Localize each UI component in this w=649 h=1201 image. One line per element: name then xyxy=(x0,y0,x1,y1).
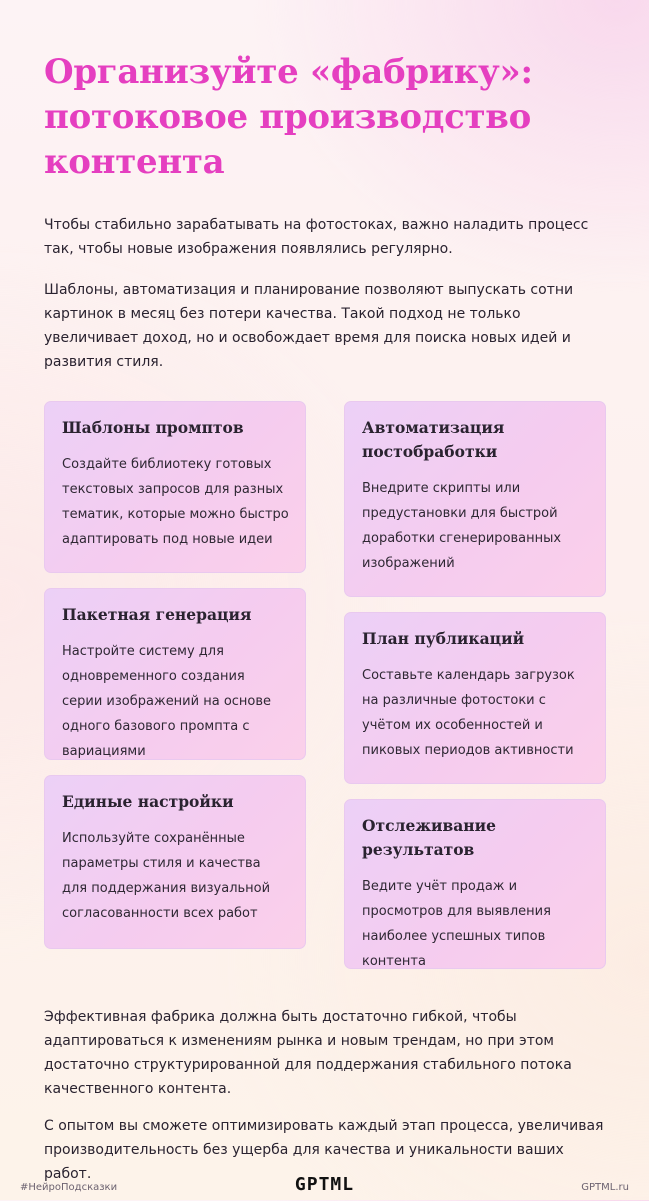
card-postprocessing-automation xyxy=(344,401,606,597)
outro-paragraph: С опытом вы сможете оптимизировать каждый этап процесса, увеличивая производительность без ущерба для качества и уникальности ваших работ. xyxy=(44,1118,604,1182)
card-title: Автоматизация постобработки xyxy=(362,418,505,461)
intro-section xyxy=(44,213,610,374)
card-title: Пакетная генерация xyxy=(62,605,252,624)
card-title: Шаблоны промптов xyxy=(62,418,244,437)
card-batch-generation xyxy=(44,588,306,760)
footer xyxy=(20,1174,629,1201)
cards-grid xyxy=(44,401,606,971)
card-text: Составьте календарь загрузок на различные фотостоки с учётом их особенностей и пиковых периодов активности xyxy=(362,668,575,758)
outro-section xyxy=(44,1005,614,1199)
footer-hashtag: #НейроПодсказки xyxy=(20,1182,118,1193)
page-content xyxy=(44,50,610,391)
card-title: План публикаций xyxy=(362,629,525,648)
card-results-tracking xyxy=(344,799,606,969)
page-title: Организуйте «фабрику»: потоковое производство контента xyxy=(44,52,533,182)
intro-paragraph: Шаблоны, автоматизация и планирование позволяют выпускать сотни картинок в месяц без потери качества. Такой подход не только увеличивает доход, но и освобождает время для поиска новых идей и развития стиля. xyxy=(44,282,574,370)
card-title: Единые настройки xyxy=(62,792,234,811)
card-unified-settings xyxy=(44,775,306,949)
card-text: Ведите учёт продаж и просмотров для выявления наиболее успешных типов контента xyxy=(362,879,551,969)
card-publication-plan xyxy=(344,612,606,784)
card-prompt-templates xyxy=(44,401,306,573)
intro-paragraph: Чтобы стабильно зарабатывать на фотостоках, важно наладить процесс так, чтобы новые изображения появлялись регулярно. xyxy=(44,217,589,257)
card-text: Настройте систему для одновременного создания серии изображений на основе одного базового промпта с вариациями xyxy=(62,644,272,759)
gptml-logo: GPTML xyxy=(294,1174,355,1195)
card-text: Используйте сохранённые параметры стиля и качества для поддержания визуальной согласованности всех работ xyxy=(62,831,271,921)
card-title: Отслеживание результатов xyxy=(362,816,496,859)
footer-site-link[interactable]: GPTML.ru xyxy=(581,1182,629,1193)
card-text: Создайте библиотеку готовых текстовых запросов для разных тематик, которые можно быстро адаптировать под новые идеи xyxy=(62,457,289,547)
outro-paragraph: Эффективная фабрика должна быть достаточно гибкой, чтобы адаптироваться к изменениям рынка и новым трендам, но при этом достаточно структурированной для поддержания стабильного потока качественного контента. xyxy=(44,1009,572,1097)
card-text: Внедрите скрипты или предустановки для быстрой доработки сгенерированных изображений xyxy=(362,481,562,571)
